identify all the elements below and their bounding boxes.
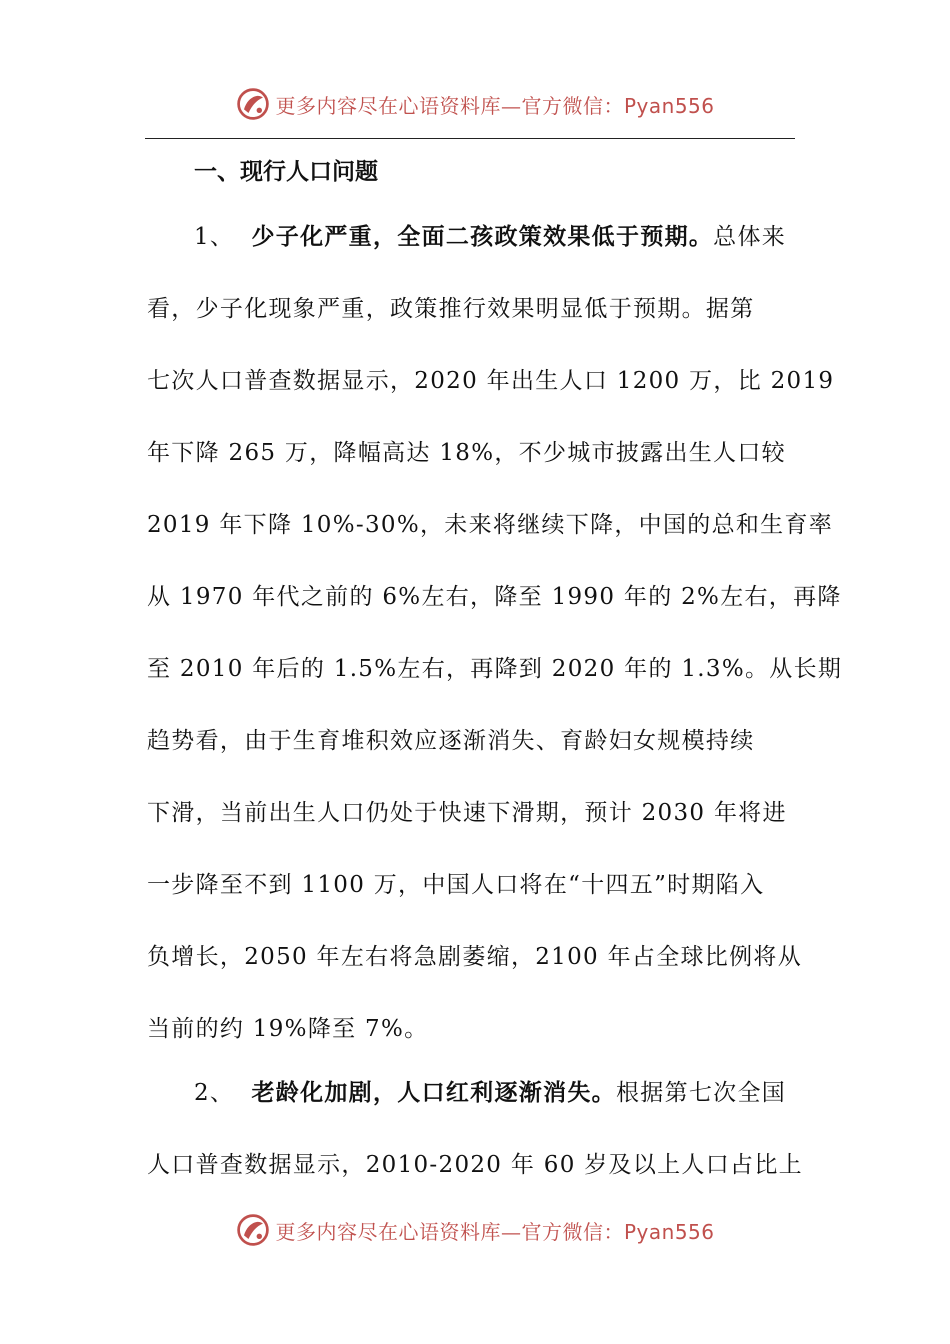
paragraph-1-line: 从 1970 年代之前的 6%左右，降至 1990 年的 2%左右，再降 xyxy=(147,584,842,610)
paragraph-1-line: 下滑，当前出生人口仍处于快速下滑期，预计 2030 年将进 xyxy=(147,800,787,826)
paragraph-1-line: 负增长，2050 年左右将急剧萎缩，2100 年占全球比例将从 xyxy=(147,944,802,970)
paragraph-1-first-line xyxy=(194,217,786,257)
footer-wechat-handle: Pyan556 xyxy=(623,1219,715,1244)
paragraph-1-line: 至 2010 年后的 1.5%左右，再降到 2020 年的 1.3%。从长期 xyxy=(147,656,843,682)
seal-logo-icon xyxy=(235,1212,271,1248)
header-divider xyxy=(145,138,795,139)
paragraph-2-line: 人口普查数据显示，2010-2020 年 60 岁及以上人口占比上 xyxy=(147,1152,803,1178)
paragraph-1-line: 看，少子化现象严重，政策推行效果明显低于预期。据第 xyxy=(147,296,755,322)
seal-logo-icon xyxy=(235,86,271,122)
header-wechat-handle: Pyan556 xyxy=(623,93,715,118)
paragraph-2-first-line xyxy=(194,1073,786,1113)
section-heading: 一、现行人口问题 xyxy=(194,159,378,185)
paragraph-1-lead: 少子化严重，全面二孩政策效果低于预期。 xyxy=(251,223,714,250)
paragraph-2-number: 2、 xyxy=(194,1080,235,1106)
paragraph-1-line: 当前的约 19%降至 7%。 xyxy=(147,1016,429,1042)
paragraph-1-line: 一步降至不到 1100 万，中国人口将在“十四五”时期陷入 xyxy=(147,872,765,898)
header-banner-text: 更多内容尽在心语资料库—官方微信：Pyan556 xyxy=(275,93,715,118)
footer-banner xyxy=(0,1208,950,1252)
paragraph-1-line: 趋势看，由于生育堆积效应逐渐消失、育龄妇女规模持续 xyxy=(147,728,755,754)
header-banner xyxy=(0,82,950,126)
paragraph-1-line: 七次人口普查数据显示，2020 年出生人口 1200 万，比 2019 xyxy=(147,368,835,394)
paragraph-1-line: 年下降 265 万，降幅高达 18%，不少城市披露出生人口较 xyxy=(147,440,786,466)
footer-banner-text: 更多内容尽在心语资料库—官方微信：Pyan556 xyxy=(275,1219,715,1244)
paragraph-1-number: 1、 xyxy=(194,224,235,250)
paragraph-2-first-line-rest: 根据第七次全国 xyxy=(615,1080,787,1106)
paragraph-1-line: 2019 年下降 10%-30%，未来将继续下降，中国的总和生育率 xyxy=(147,512,834,538)
paragraph-1-first-line-rest: 总体来 xyxy=(713,224,787,250)
paragraph-2-lead: 老龄化加剧，人口红利逐渐消失。 xyxy=(251,1079,616,1106)
